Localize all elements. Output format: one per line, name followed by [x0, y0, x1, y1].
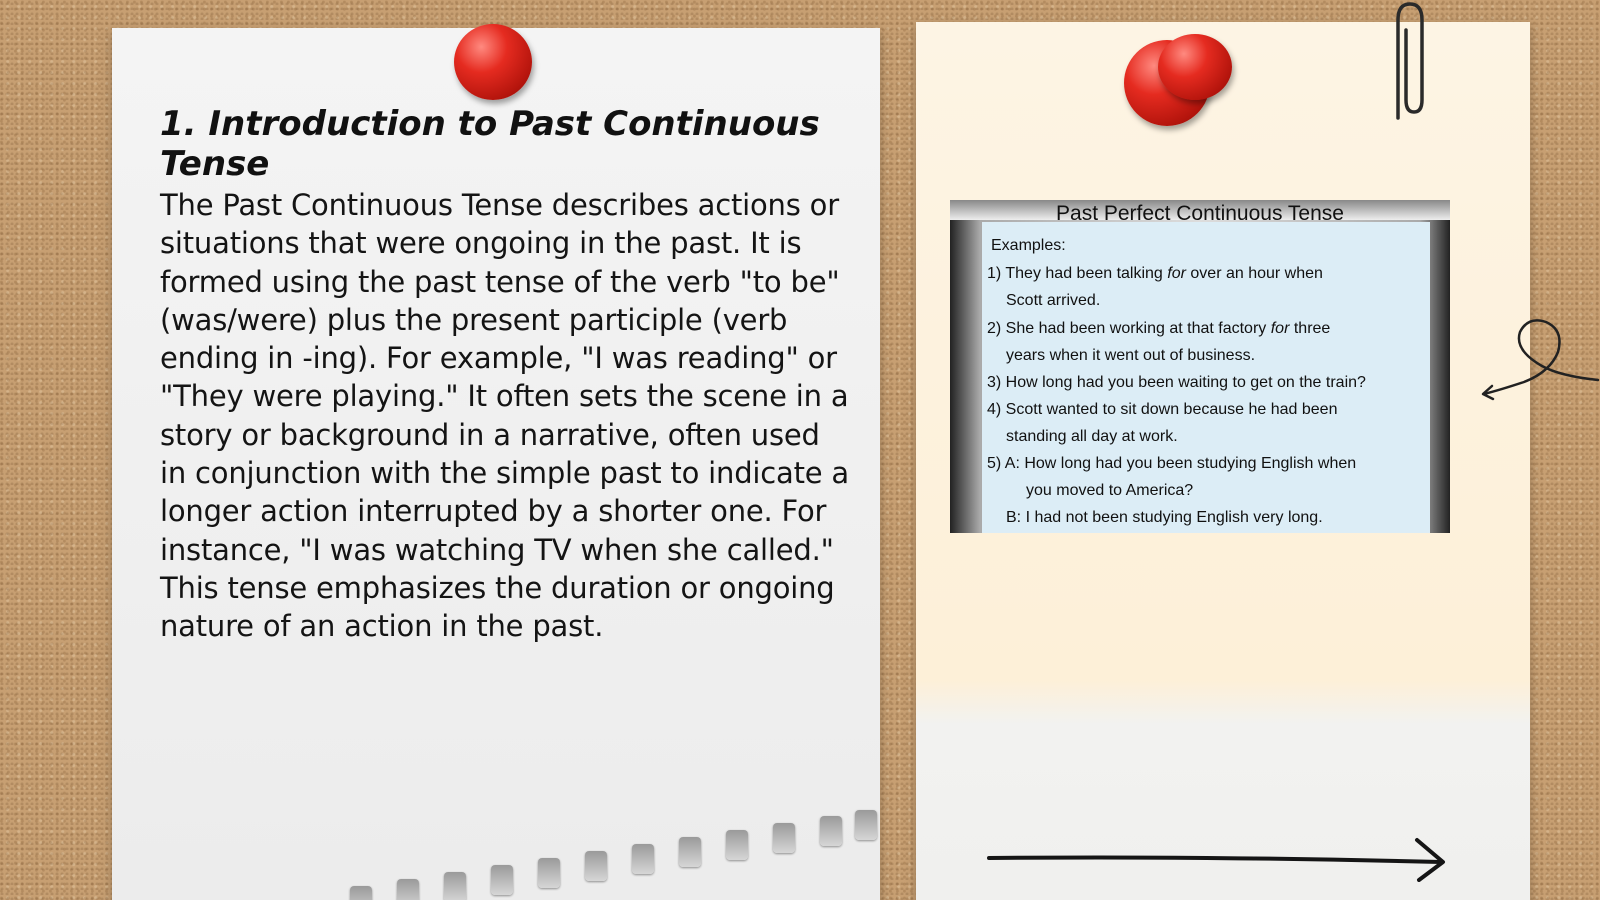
- example-line: you moved to America?: [1026, 482, 1194, 499]
- pushpin-icon: [454, 24, 532, 100]
- section-body-text: The Past Continuous Tense describes actions or situations that were ongoing in the past. It is formed using the past tense of the verb "to be" (was/were) plus the present participle (verb ending in -ing). For example, "I was reading" or "They were playing." It often sets the scene in a story or background in a narrative, often used in conjunction with the simple past to indicate a longer action interrupted by a shorter one. For instance, "I was watching TV when she called." This tense emphasizes the duration or ongoing nature of an action in the past.: [160, 188, 849, 644]
- pushpin-head-icon: [1158, 34, 1232, 100]
- example-line: B: I had not been studying English very long.: [1006, 509, 1323, 526]
- example-line: standing all day at work.: [1006, 428, 1178, 445]
- example-card-title: Past Perfect Continuous Tense: [1056, 202, 1344, 225]
- example-line: Scott arrived.: [1006, 292, 1101, 309]
- long-arrow-icon: [985, 836, 1455, 882]
- example-line: 5) A: How long had you been studying English when: [987, 455, 1357, 472]
- example-line: 3) How long had you been waiting to get on the train?: [987, 374, 1366, 391]
- example-line: years when it went out of business.: [1006, 347, 1256, 364]
- section-heading: 1. Introduction to Past Continuous Tense: [160, 104, 820, 184]
- squiggle-arrow-icon: [1480, 310, 1600, 410]
- example-line: 4) Scott wanted to sit down because he had been: [987, 401, 1338, 418]
- torn-edge-tabs: [320, 790, 880, 900]
- paperclip-icon: [1376, 0, 1436, 130]
- examples-label: Examples:: [991, 237, 1066, 254]
- example-line: 2) She had been working at that factory for three: [987, 320, 1331, 337]
- example-line: 1) They had been talking for over an hour when: [987, 265, 1323, 282]
